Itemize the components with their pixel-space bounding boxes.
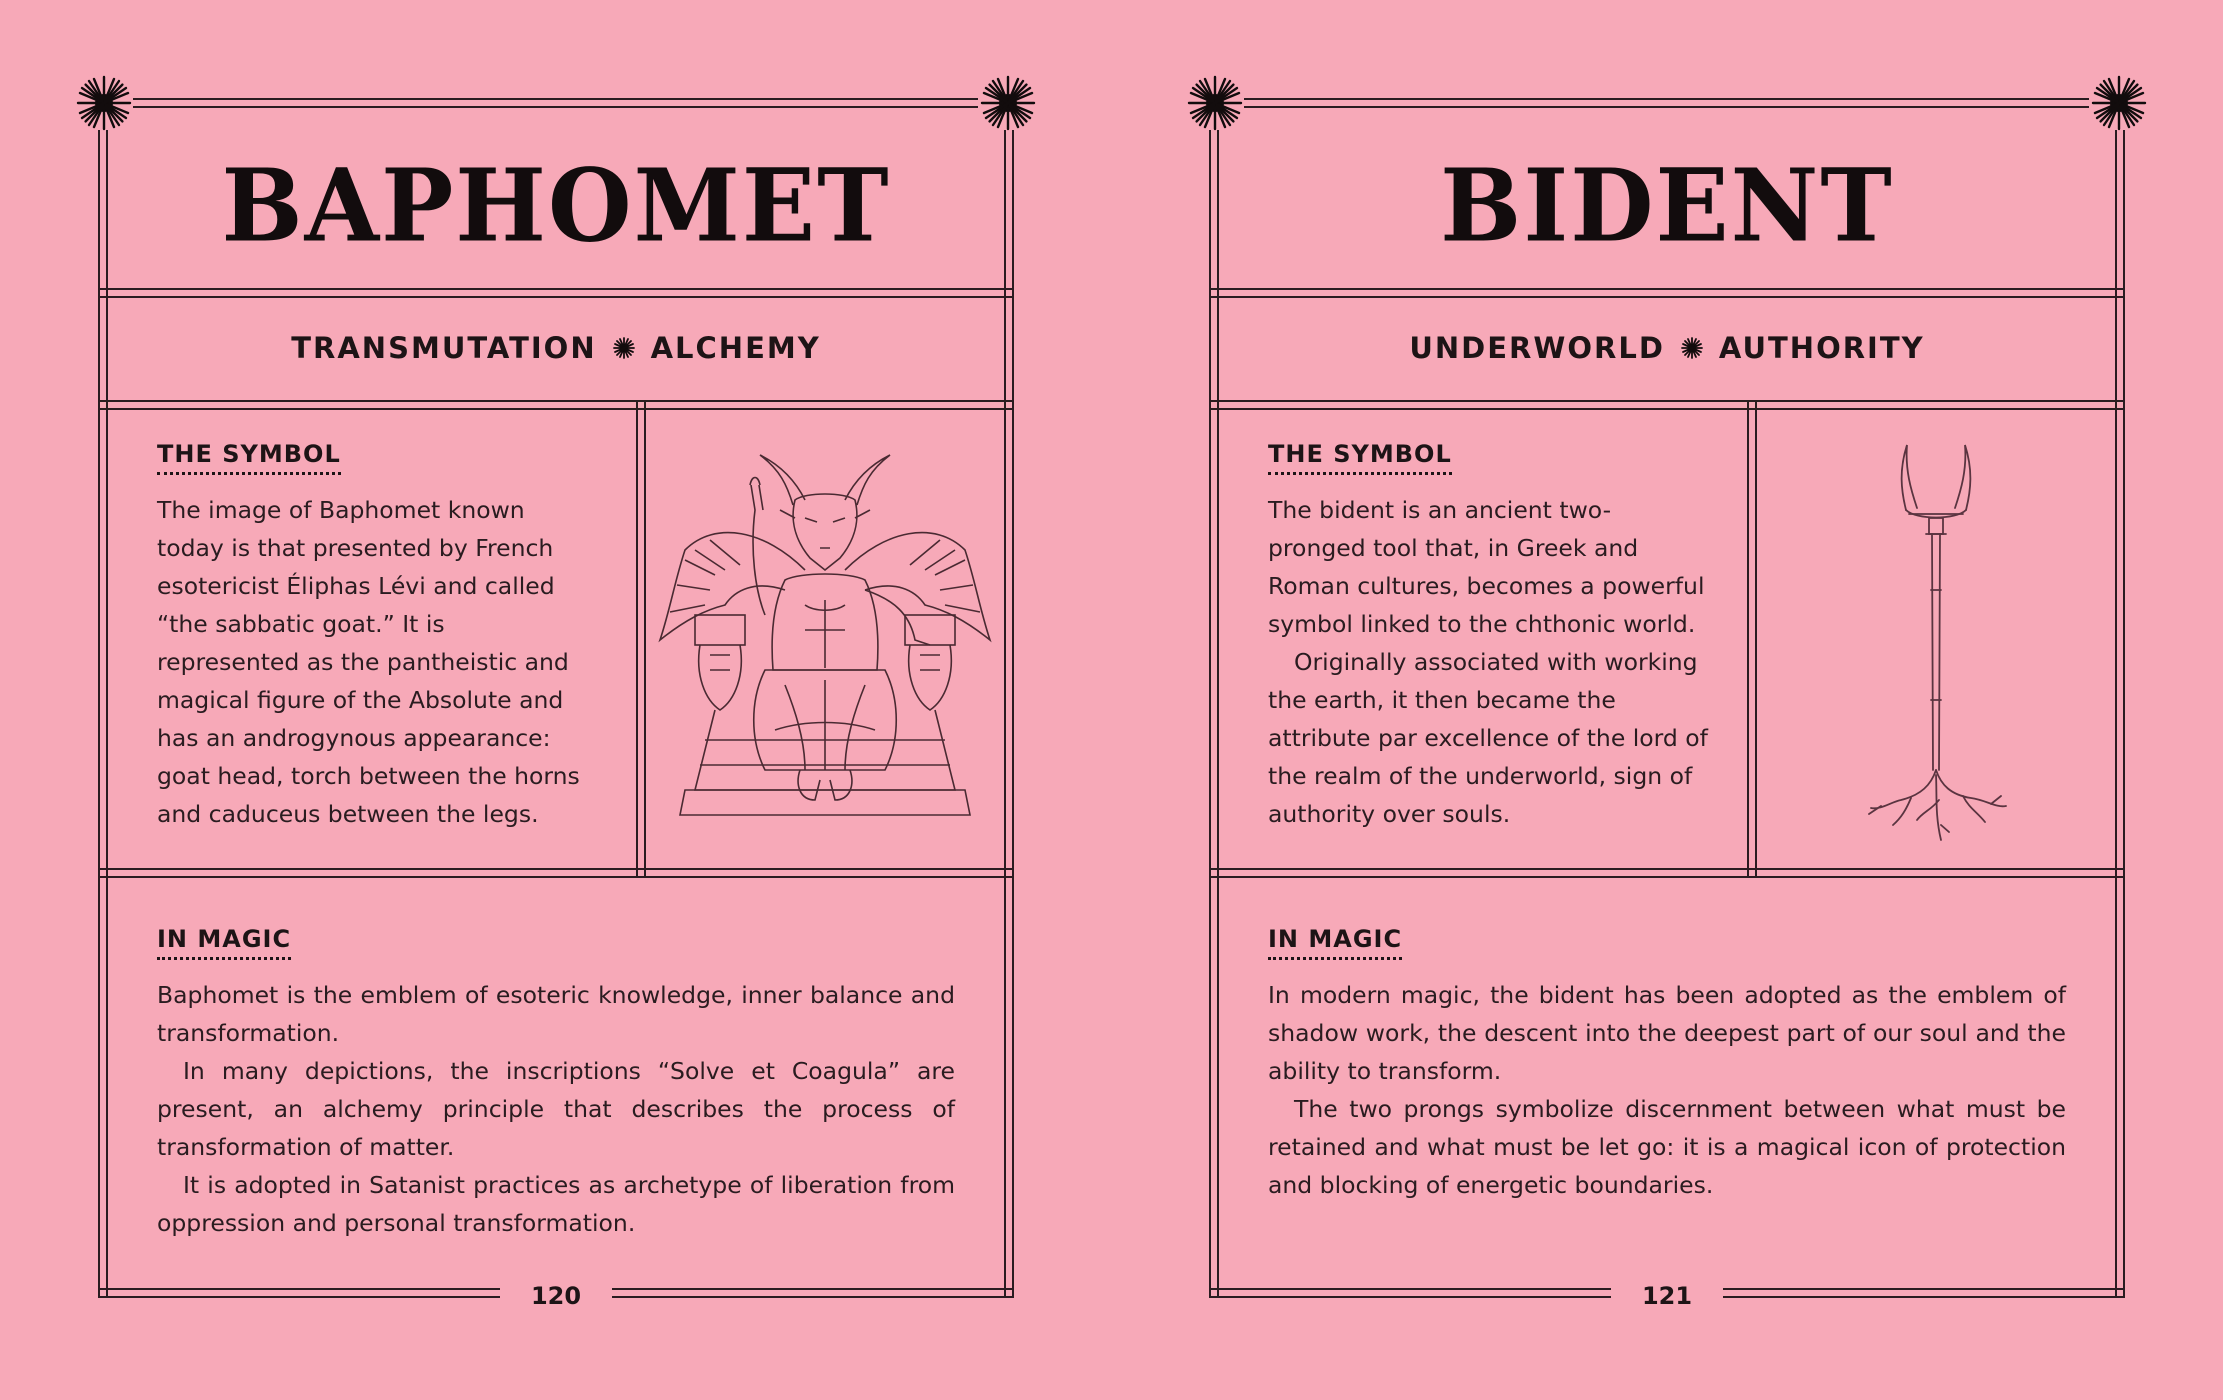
frame-top-line xyxy=(133,98,978,100)
themes-line xyxy=(100,300,1012,396)
theme-1: TRANSMUTATION xyxy=(291,331,597,365)
sunburst-star-icon xyxy=(76,75,132,131)
symbol-heading: THE SYMBOL xyxy=(1268,440,1452,475)
divider-line xyxy=(98,868,1014,870)
magic-paragraph: It is adopted in Satanist practices as archetype of liberation from oppression and personal transformation. xyxy=(157,1171,955,1237)
page-number: 121 xyxy=(1641,1282,1693,1310)
symbol-paragraph: Originally associated with working the earth, it then became the attribute par excellence of the lord of the realm of the underworld, sign of authority over souls. xyxy=(1268,648,1708,828)
footer-line xyxy=(1209,1296,1611,1298)
theme-1: UNDERWORLD xyxy=(1409,331,1665,365)
magic-heading: IN MAGIC xyxy=(1268,925,1402,960)
divider-line xyxy=(98,408,1014,410)
divider-line xyxy=(1209,408,2125,410)
footer-line xyxy=(98,1296,500,1298)
footer-line xyxy=(1723,1296,2125,1298)
frame-right-line xyxy=(1012,130,1014,1298)
divider-line xyxy=(98,296,1014,298)
magic-paragraph: Baphomet is the emblem of esoteric knowledge, inner balance and transformation. xyxy=(157,981,955,1047)
magic-text xyxy=(157,976,955,1242)
bident-illustration xyxy=(1851,440,2021,850)
symbol-text xyxy=(1268,491,1708,833)
symbol-text xyxy=(157,491,589,833)
sunburst-star-icon xyxy=(1187,75,1243,131)
themes-line xyxy=(1211,300,2123,396)
sunburst-star-icon xyxy=(2091,75,2147,131)
divider-line xyxy=(1209,876,2125,878)
symbol-paragraph: The image of Baphomet known today is that presented by French esotericist Éliphas Lévi and called “the sabbatic goat.” It is represented as the pantheistic and magical figure of the Absolute and has an androgynous appearance: goat head, torch between the horns and caduceus between the legs. xyxy=(157,496,580,828)
frame-top-line xyxy=(133,106,978,108)
symbol-paragraph: The bident is an ancient two-pronged tool that, in Greek and Roman cultures, becomes a powerful symbol linked to the chthonic world. xyxy=(1268,496,1705,638)
theme-2: AUTHORITY xyxy=(1718,331,1925,365)
column-divider xyxy=(644,400,646,878)
magic-paragraph: In modern magic, the bident has been adopted as the emblem of shadow work, the descent into the deepest part of our soul and the ability to transform. xyxy=(1268,981,2066,1085)
page-number: 120 xyxy=(530,1282,582,1310)
divider-line xyxy=(98,400,1014,402)
sunburst-star-icon xyxy=(980,75,1036,131)
divider-line xyxy=(1209,868,2125,870)
footer-line xyxy=(612,1296,1014,1298)
frame-right-line xyxy=(2123,130,2125,1298)
small-star-icon xyxy=(1681,337,1703,359)
frame-top-line xyxy=(1244,106,2089,108)
column-divider xyxy=(636,400,638,878)
page-title: BAPHOMET xyxy=(221,146,891,264)
column-divider xyxy=(1747,400,1749,878)
footer-line xyxy=(1723,1288,2125,1290)
footer-line xyxy=(1209,1288,1611,1290)
footer-line xyxy=(612,1288,1014,1290)
frame-top-line xyxy=(1244,98,2089,100)
left-page xyxy=(0,0,1111,1400)
magic-paragraph: The two prongs symbolize discernment between what must be retained and what must be let go: it is a magical icon of protection and blocking of energetic boundaries. xyxy=(1268,1095,2066,1199)
column-divider xyxy=(1755,400,1757,878)
footer-line xyxy=(98,1288,500,1290)
magic-heading: IN MAGIC xyxy=(157,925,291,960)
divider-line xyxy=(1209,400,2125,402)
divider-line xyxy=(98,876,1014,878)
symbol-heading: THE SYMBOL xyxy=(157,440,341,475)
divider-line xyxy=(98,288,1014,290)
small-star-icon xyxy=(613,337,635,359)
theme-2: ALCHEMY xyxy=(650,331,821,365)
magic-text xyxy=(1268,976,2066,1204)
divider-line xyxy=(1209,288,2125,290)
right-page xyxy=(1111,0,2222,1400)
magic-paragraph: In many depictions, the inscriptions “Solve et Coagula” are present, an alchemy principle that describes the process of transformation of matter. xyxy=(157,1057,955,1161)
baphomet-illustration xyxy=(655,440,995,840)
divider-line xyxy=(1209,296,2125,298)
page-title: BIDENT xyxy=(1440,146,1894,264)
